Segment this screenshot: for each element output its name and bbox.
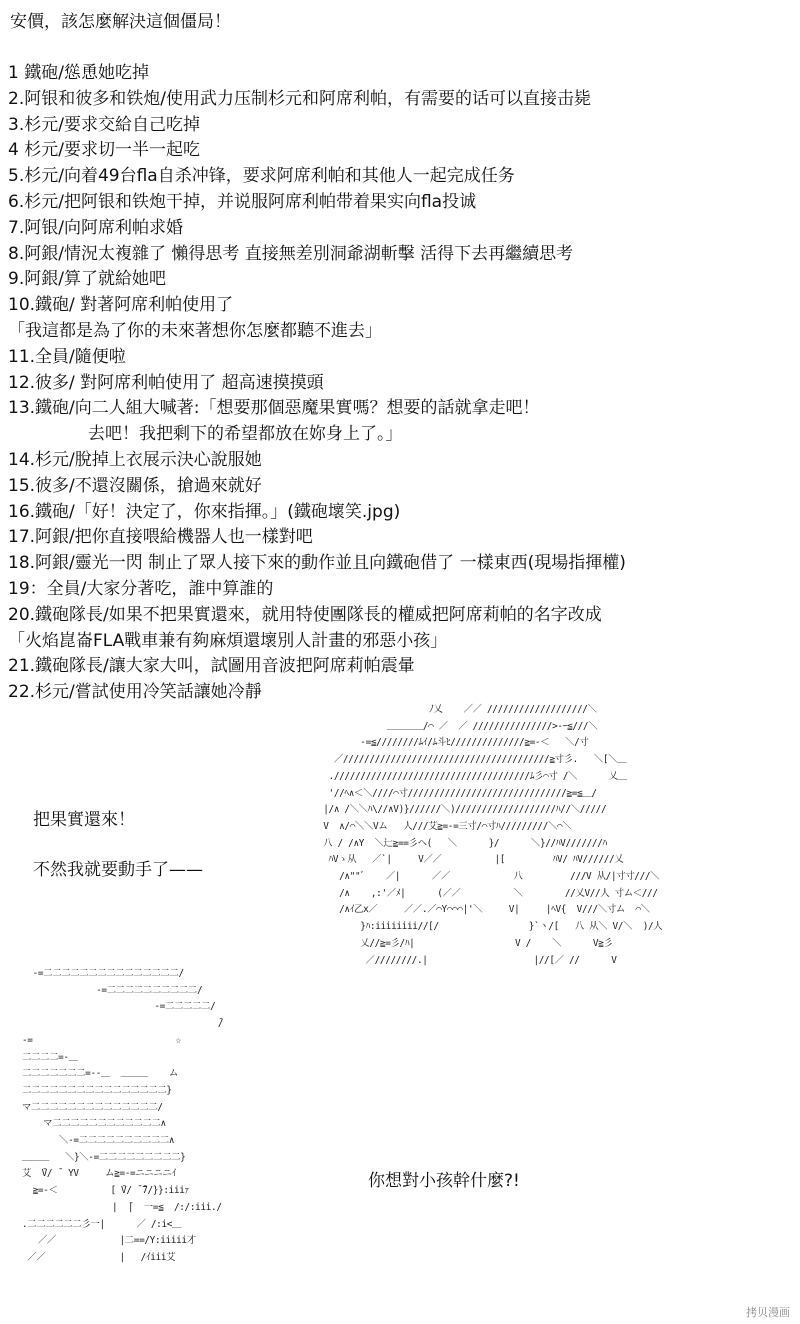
ascii-art-bottom: -=二二二二二二二二二二二二二二二/ -=二二二二二二二二二二/ -=二二二二二/ ̄/ -= ☆ 二二二二=-＿ 二二二二二二二=--＿ ＿＿＿ ム 二二二二二二二二二二二二二二二二} マ二二二二二二二二二二二二二二/ マ二二二二二二二二二二二二∧ ＼-=二二二二二二二二二二∧ ＿＿＿ ＼}＼-=二二二二二二二二二} 艾 ̄V/ ̄ YV ム≧=-=ニニニニｲ ≧=-＜ [ ̄V/ ̄ ̄7/}}:iiiｧ | ̄| 一=≦ /:/:iii./ .二二二二二二彡一| ／ /:i<＿ ／／ |二==/Y:iiiii才 ／／ | /ｲiii艾 — [22, 968, 224, 1263]
ascii-art-top: ﾉ乂 ／／ ///////////////////＼ ＿＿＿＿/⌒ ／ ／ ///////////////>-ｰ≦///＼ -=≦////////ﾑｲ/ﾑ斗ﾋ//////////////≧=-＜ ＼/寸 ／///////////////////////////////////////≧寸彡. ＼[＼＿ ./////////////////////////////////////ﾑ彡⌒寸 /＼ 乂＿ '//ﾍ∧＜＼////⌒寸//////////////////////////////≧=≦＿/ |/∧ /＼＼ﾊ\//∧V)}//////＼)///////////////////ﾊ//＼///// V ∧/⌒＼＼Vム 人///艾≧=-=三寸/⌒寸ﾊ/////////＼⌒＼ 八 / /∧Y ＼辷≧==彡ヘ( ＼ }/ ＼}//ﾊV///////ﾊ ﾊVゝ从 ／`| V／／ |[ ﾊV/ ﾊV//////乂 /∧""ﾞ ／| ／／ 八 ///V 从/|寸寸///＼ /∧ ,:'／ﾒ| (／／ ＼ //乂V//人 寸ム＜/// /∧ｲ乙x／ ／／.／⌒Y⌒⌒⌒|'＼ V| |ﾍV{ V///＼寸ム ⌒＼ }ﾊ:iiiiiiii//[/ }`ヽ/[ 八 从＼ V/＼ )/人 乂//≧=彡/ﾊ| V / ＼ V≧彡 ／////////.| |//[／ // V — [323, 704, 663, 966]
option-item: 15.彼多/不還沒關係，搶過來就好 — [8, 475, 262, 496]
option-item: 7.阿银/向阿席利帕求婚 — [8, 217, 183, 238]
option-item: 4 杉元/要求切一半一起吃 — [8, 140, 200, 161]
dialogue-line-3: 你想對小孩幹什麼?! — [368, 1171, 520, 1191]
option-item: 「火焰崑崙FLA戰車兼有夠麻煩還壞別人計畫的邪惡小孩」 — [8, 630, 448, 651]
option-item: 17.阿銀/把你直接喂給機器人也一樣對吧 — [8, 527, 313, 548]
option-item: 3.杉元/要求交給自己吃掉 — [8, 114, 200, 135]
option-item: 13.鐵砲/向二人組大喊著:「想要那個惡魔果實嗎？想要的話就拿走吧！ — [8, 398, 540, 419]
question-heading: 安價，該怎麼解決這個僵局！ — [10, 12, 231, 32]
option-item: 6.杉元/把阿银和铁炮干掉，并说服阿席利帕带着果实向fla投诚 — [8, 191, 477, 212]
option-item: 1 鐵砲/慫恿她吃掉 — [8, 63, 149, 83]
option-item: 19：全員/大家分著吃，誰中算誰的 — [8, 578, 274, 599]
option-item: 8.阿銀/情況太複雜了 懶得思考 直接無差別洞爺湖斬擊 活得下去再繼續思考 — [8, 243, 574, 264]
watermark: 拷贝漫画 — [746, 1306, 790, 1319]
option-item: 16.鐵砲/「好！決定了，你來指揮。」(鐵砲壞笑.jpg) — [8, 501, 401, 522]
option-item: 21.鐵砲隊長/讓大家大叫，試圖用音波把阿席莉帕震暈 — [8, 656, 415, 677]
dialogue-line-2: 不然我就要動手了—— — [33, 860, 203, 880]
option-list — [8, 61, 798, 706]
option-item: 11.全員/隨便啦 — [8, 346, 126, 367]
option-item: 5.杉元/向着49台fla自杀冲锋，要求阿席利帕和其他人一起完成任务 — [8, 166, 515, 187]
option-item: 9.阿銀/算了就給她吧 — [8, 269, 166, 290]
option-item: 18.阿銀/靈光一閃 制止了眾人接下來的動作並且向鐵砲借了 一樣東西(現場指揮權) — [8, 553, 626, 574]
option-item: 10.鐵砲/ 對著阿席利帕使用了 — [8, 295, 234, 316]
option-item: 14.杉元/脫掉上衣展示決心說服她 — [8, 449, 262, 470]
option-item: 22.杉元/嘗試使用冷笑話讓她冷靜 — [8, 682, 262, 703]
dialogue-line-1: 把果實還來！ — [33, 810, 135, 830]
option-item: 去吧！我把剩下的希望都放在妳身上了。」 — [88, 424, 403, 445]
option-item: 12.彼多/ 對阿席利帕使用了 超高速摸摸頭 — [8, 372, 324, 393]
option-item: 20.鐵砲隊長/如果不把果實還來，就用特使團隊長的權威把阿席莉帕的名字改成 — [8, 604, 602, 625]
option-item: 2.阿银和彼多和铁炮/使用武力压制杉元和阿席利帕，有需要的话可以直接击毙 — [8, 88, 591, 109]
option-item: 「我這都是為了你的未來著想你怎麼都聽不進去」 — [8, 320, 382, 341]
